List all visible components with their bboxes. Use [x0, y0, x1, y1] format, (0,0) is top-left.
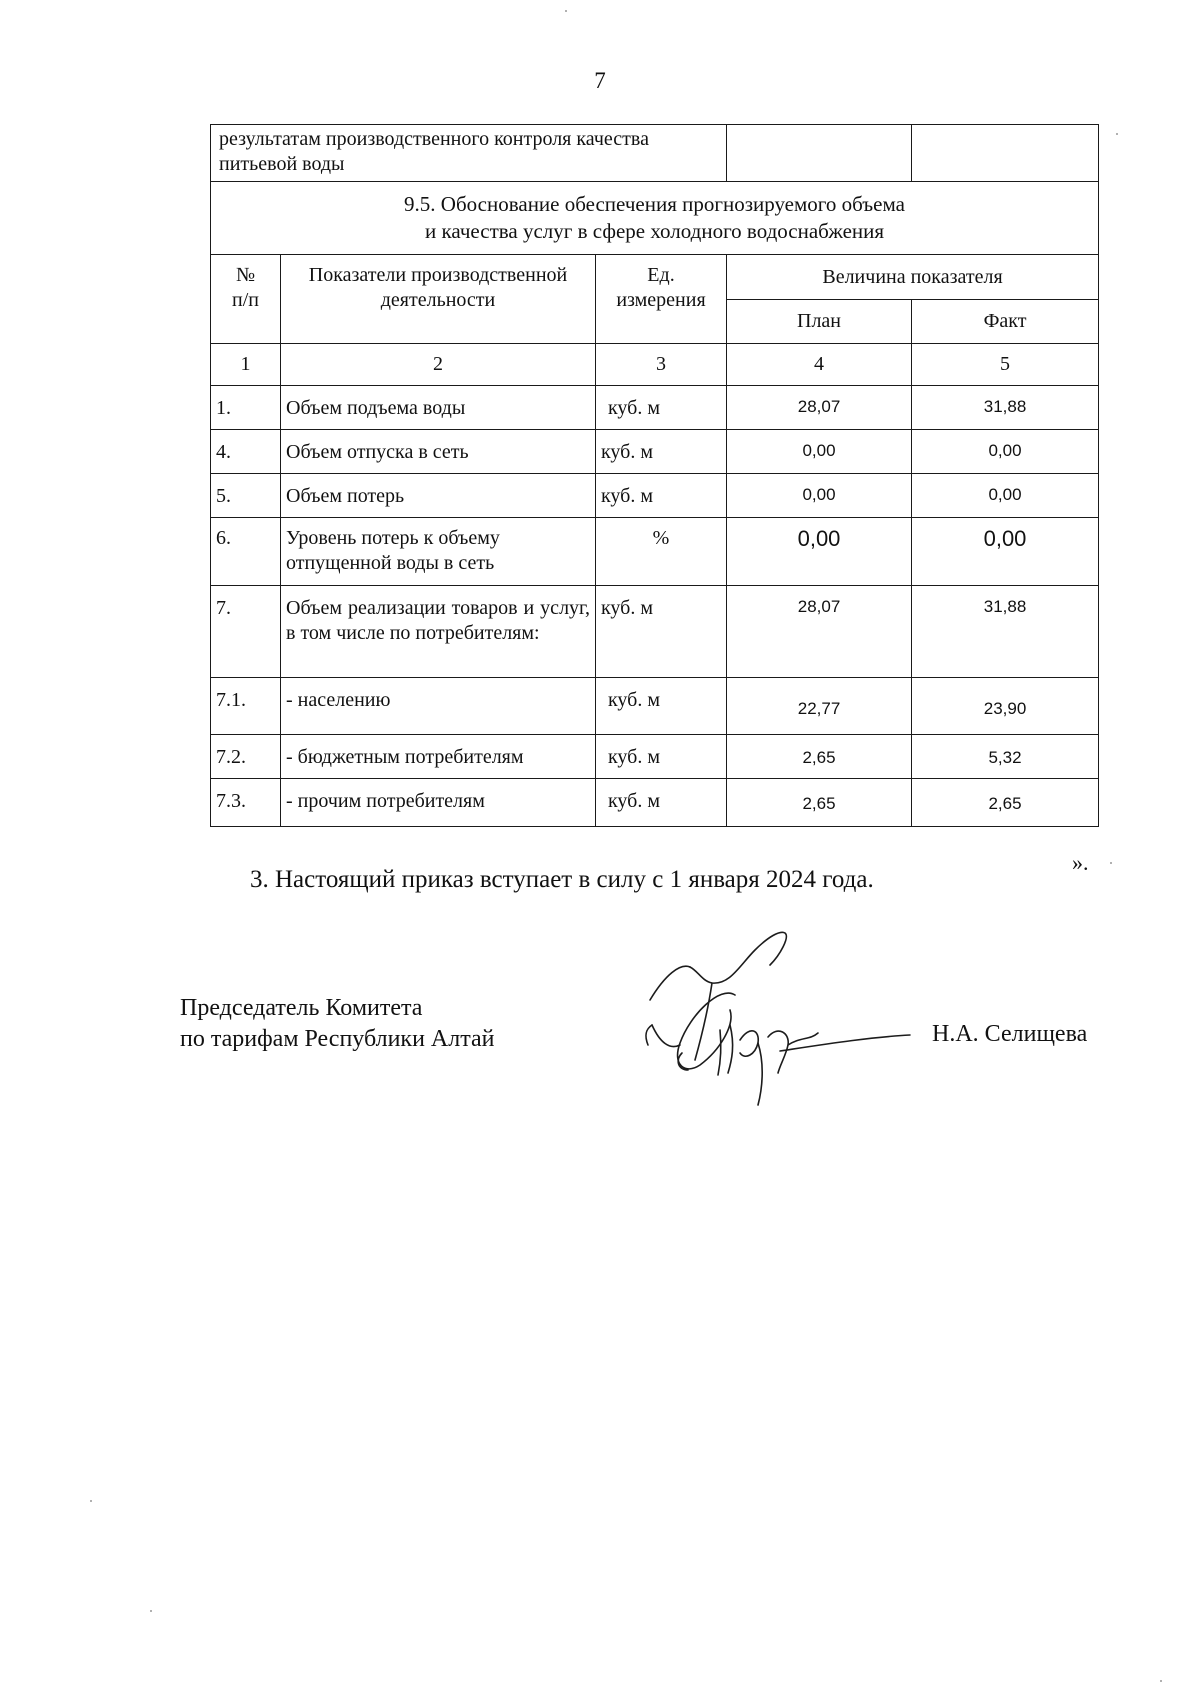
table-row	[211, 430, 1099, 474]
header-number-line2: п/п	[232, 289, 259, 311]
section-title-line2: и качества услуг в сфере холодного водоснабжения	[424, 219, 885, 243]
scan-speck	[1116, 133, 1118, 135]
indicators-table	[210, 124, 1099, 827]
row-unit: %	[596, 518, 727, 586]
row-fact: 0,00	[912, 430, 1099, 474]
signatory-title	[180, 993, 495, 1055]
scan-speck	[90, 1500, 92, 1502]
column-number: 4	[727, 344, 912, 386]
closing-quote: ».	[1072, 850, 1089, 875]
row-plan: 0,00	[727, 430, 912, 474]
continuation-empty-cell	[912, 125, 1099, 182]
row-number: 4.	[211, 430, 281, 474]
row-fact: 31,88	[912, 386, 1099, 430]
row-number: 5.	[211, 474, 281, 518]
row-number: 7.2.	[211, 735, 281, 779]
section-title-row	[211, 182, 1099, 255]
row-name: Уровень потерь к объему отпущенной воды в сеть	[281, 518, 596, 586]
row-unit: куб. м	[596, 779, 727, 827]
continuation-empty-cell	[727, 125, 912, 182]
row-name: Объем реализации товаров и услуг, в том числе по потребителям:	[281, 586, 596, 678]
row-name: - населению	[281, 678, 596, 735]
table-row	[211, 518, 1099, 586]
row-name: Объем подъема воды	[281, 386, 596, 430]
row-name: - бюджетным потребителям	[281, 735, 596, 779]
row-plan: 2,65	[727, 735, 912, 779]
row-number: 1.	[211, 386, 281, 430]
row-name: Объем отпуска в сеть	[281, 430, 596, 474]
row-fact: 5,32	[912, 735, 1099, 779]
header-number	[211, 255, 281, 344]
row-plan: 28,07	[727, 586, 912, 678]
row-fact: 2,65	[912, 779, 1099, 827]
table-row	[211, 474, 1099, 518]
column-number: 2	[281, 344, 596, 386]
header-row	[211, 255, 1099, 300]
scan-speck	[1160, 1680, 1162, 1682]
continuation-text: результатам производственного контроля качества питьевой воды	[211, 125, 727, 182]
row-fact: 0,00	[912, 474, 1099, 518]
header-unit-line2: измерения	[616, 289, 706, 311]
header-value: Величина показателя	[727, 255, 1099, 300]
row-unit: куб. м	[596, 386, 727, 430]
row-unit: куб. м	[596, 735, 727, 779]
table-row	[211, 779, 1099, 827]
row-number: 7.	[211, 586, 281, 678]
row-name: - прочим потребителям	[281, 779, 596, 827]
paragraph-3: 3. Настоящий приказ вступает в силу с 1 января 2024 года.	[250, 866, 874, 893]
row-number: 7.3.	[211, 779, 281, 827]
scan-speck	[565, 10, 567, 12]
header-number-line1: №	[235, 264, 256, 286]
scan-speck	[150, 1610, 152, 1612]
signatory-name: Н.А. Селищева	[932, 1021, 1088, 1047]
row-plan: 0,00	[727, 474, 912, 518]
header-fact: Факт	[912, 300, 1099, 344]
column-number: 3	[596, 344, 727, 386]
signatory-title-line2: по тарифам Республики Алтай	[180, 1026, 495, 1052]
row-unit: куб. м	[596, 474, 727, 518]
row-unit: куб. м	[596, 430, 727, 474]
table-row	[211, 678, 1099, 735]
header-unit-line1: Ед.	[647, 264, 675, 286]
row-fact: 31,88	[912, 586, 1099, 678]
table-row	[211, 735, 1099, 779]
table-row	[211, 586, 1099, 678]
row-plan: 2,65	[727, 779, 912, 827]
row-fact: 0,00	[912, 518, 1099, 586]
header-indicator: Показатели производственной деятельности	[281, 255, 596, 344]
row-unit: куб. м	[596, 678, 727, 735]
table-row	[211, 386, 1099, 430]
signatory-title-line1: Председатель Комитета	[180, 995, 423, 1021]
row-number: 6.	[211, 518, 281, 586]
section-title-line1: 9.5. Обоснование обеспечения прогнозируемого объема	[404, 192, 905, 216]
row-name: Объем потерь	[281, 474, 596, 518]
signature-image	[640, 925, 940, 1115]
row-plan: 0,00	[727, 518, 912, 586]
row-plan: 28,07	[727, 386, 912, 430]
row-fact: 23,90	[912, 678, 1099, 735]
column-number: 1	[211, 344, 281, 386]
row-plan: 22,77	[727, 678, 912, 735]
section-title	[211, 182, 1099, 255]
page-number: 7	[594, 68, 606, 93]
scan-speck	[1110, 862, 1112, 864]
header-unit	[596, 255, 727, 344]
row-number: 7.1.	[211, 678, 281, 735]
continuation-row	[211, 125, 1099, 182]
column-number: 5	[912, 344, 1099, 386]
row-unit: куб. м	[596, 586, 727, 678]
column-numbers-row	[211, 344, 1099, 386]
header-plan: План	[727, 300, 912, 344]
